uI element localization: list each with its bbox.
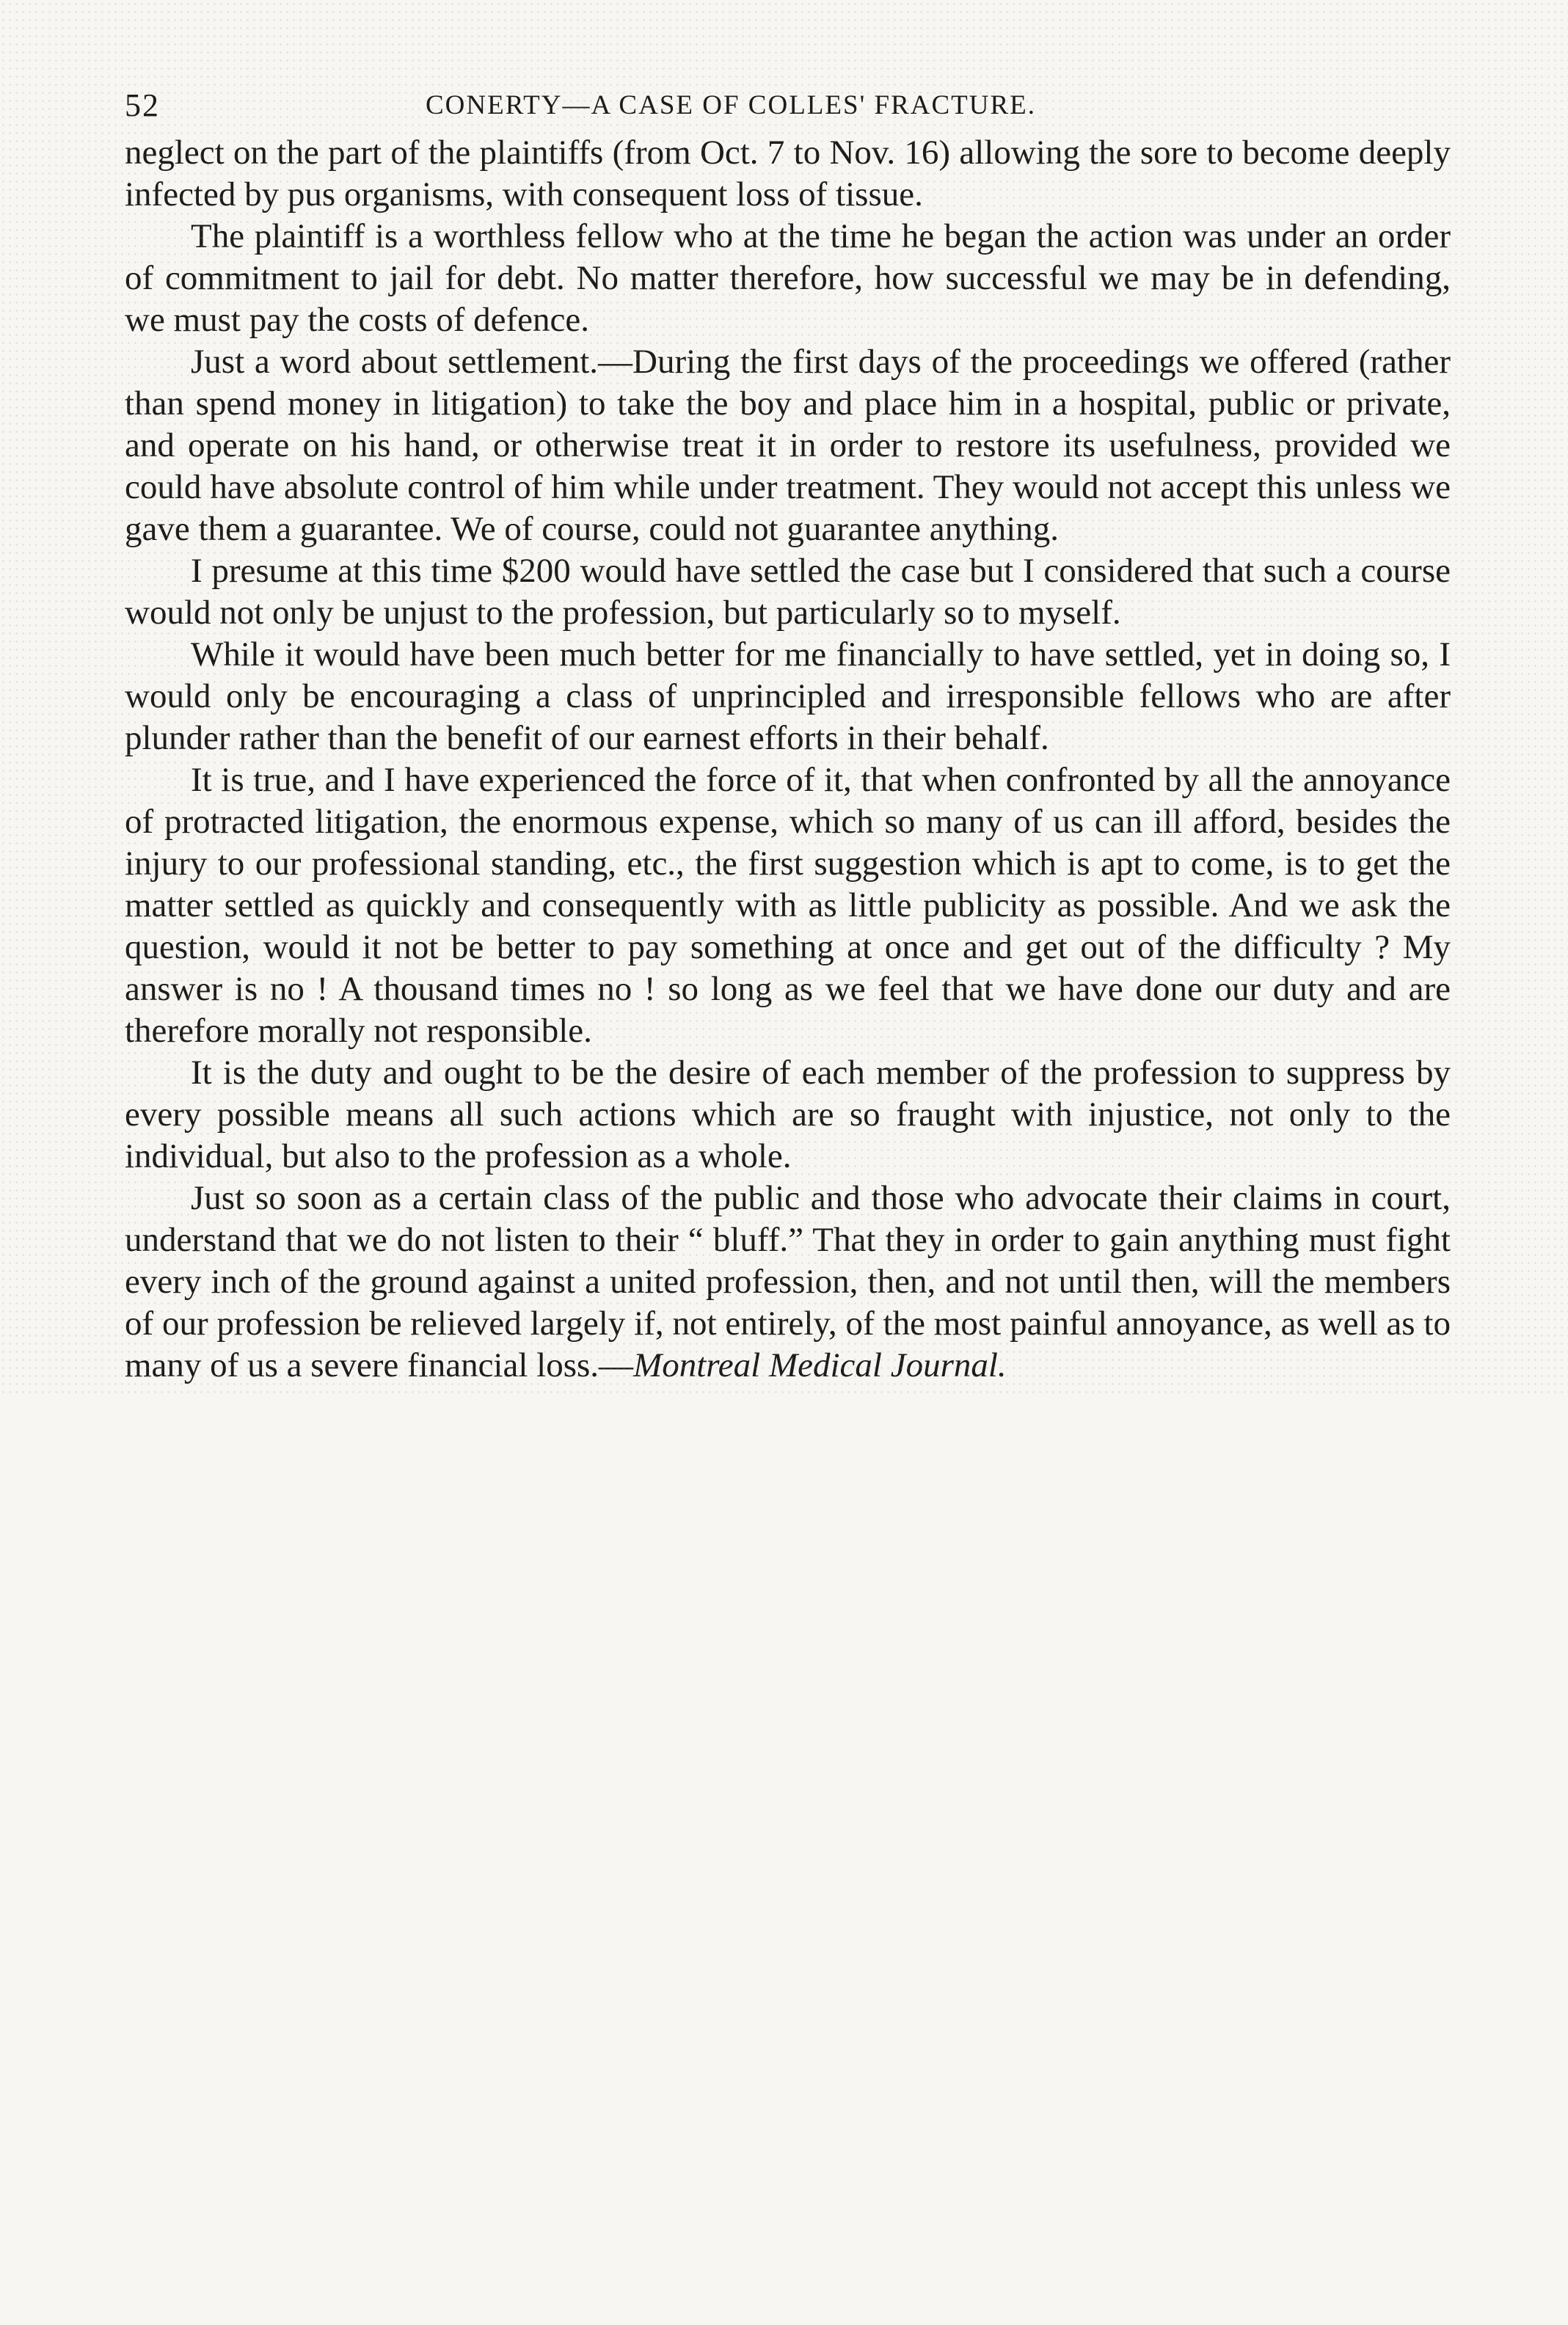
paragraph-1: neglect on the part of the plaintiffs (from Oct. 7 to Nov. 16) allowing the sore to become deeply infected by pus organisms, with consequent loss of tissue. [125,134,1451,213]
paragraph-4: I presume at this time $200 would have settled the case but I considered that such a course would not only be unjust to the profession, but particularly so to myself. [125,552,1451,632]
page-number: 52 [125,87,160,123]
paragraph-2: The plaintiff is a worthless fellow who at the time he began the action was under an order of commitment to jail for debt. No matter therefore, how successful we may be in defending, we must pay the costs of defence. [125,217,1451,339]
article-body [125,132,1451,1387]
paragraph-7: It is the duty and ought to be the desire of each member of the profession to suppress by every possible means all such actions which are so fraught with injustice, not only to the individual, but also to the profession as a whole. [125,1054,1451,1175]
source-citation: Montreal Medical Journal. [633,1346,1007,1384]
paragraph-8-text: Just so soon as a certain class of the public and those who advocate their claims in court, understand that we do not listen to their “ bluff.” That they in order to gain anything must fight every inch of the ground against a united profession, then, and not until then, will the members of our profession be relieved largely if, not entirely, of the most painful annoyance, as well as to many of us a severe financial loss.— [125,1179,1451,1384]
page-header [125,73,1451,132]
running-title: CONERTY—A CASE OF COLLES' FRACTURE. [426,90,1037,120]
paragraph-8 [125,1178,1451,1387]
paragraph-5: While it would have been much better for me financially to have settled, yet in doing so, I would only be encouraging a class of unprincipled and irresponsible fellows who are after plunder rather than the benefit of our earnest efforts in their behalf. [125,635,1451,757]
paragraph-3: Just a word about settlement.—During the first days of the proceedings we offered (rather than spend money in litigation) to take the boy and place him in a hospital, public or private, and operate on his hand, or otherwise treat it in order to restore its usefulness, provided we could have absolute control of him while under treatment. They would not accept this unless we gave them a guarantee. We of course, could not guarantee anything. [125,343,1451,548]
paragraph-6: It is true, and I have experienced the force of it, that when confronted by all the annoyance of protracted litigation, the enormous expense, which so many of us can ill afford, besides the injury to our professional standing, etc., the first suggestion which is apt to come, is to get the matter settled as quickly and consequently with as little publicity as possible. And we ask the question, would it not be better to pay something at once and get out of the difficulty ? My answer is no ! A thousand times no ! so long as we feel that we have done our duty and are therefore morally not responsible. [125,761,1451,1050]
